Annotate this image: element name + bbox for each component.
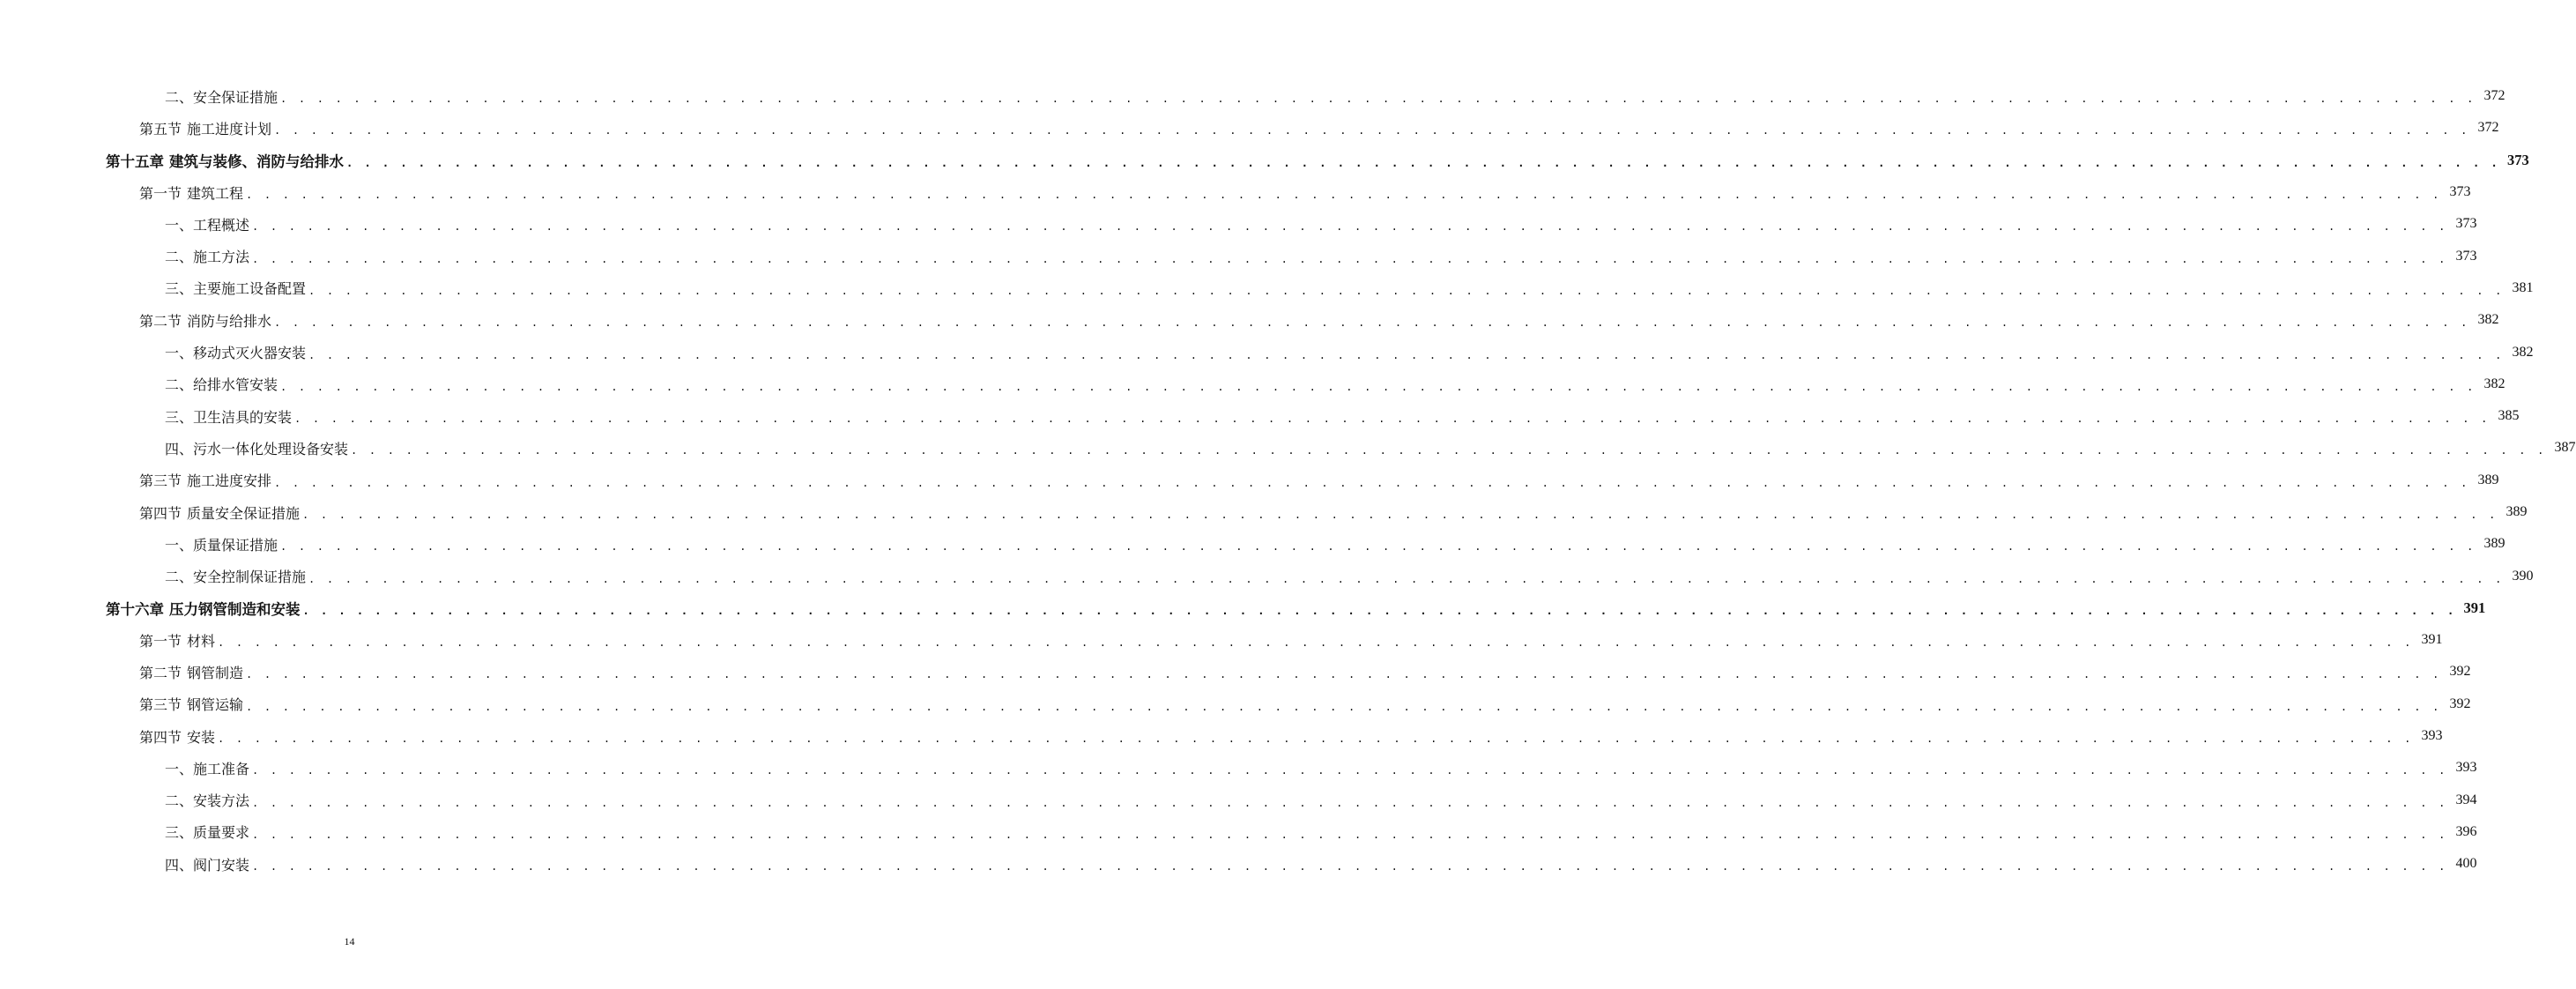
toc-entry-label — [165, 374, 278, 394]
toc-dot-leader: . . . . . . . . . . . . . . . . . . . . . . . . . . . . . . . . . . . . . . . . . . . . . . . . . . . . . . . . . . . . . . . . . . . . . . . . . . . . . . . . . . . . . . . . . . . . . . . . . . . . . . . . . . . . . . . . . . . . . . . . — [346, 156, 2500, 169]
toc-entry-title: 质量安全保证措施 — [187, 504, 301, 522]
toc-entry-page: 391 — [2421, 632, 2443, 648]
toc-entry-page: 391 — [2463, 599, 2486, 616]
toc-entry-label — [165, 854, 249, 874]
toc-entry-page: 373 — [2455, 248, 2477, 264]
toc-dot-leader: . . . . . . . . . . . . . . . . . . . . . . . . . . . . . . . . . . . . . . . . . . . . . . . . . . . . . . . . . . . . . . . . . . . . . . . . . . . . . . . . . . . . . . . . . . . . . . . . . . . . . . . . . . . . . . . . . . . . . . . . — [308, 572, 2505, 585]
toc-entry-number: 第一节 — [139, 632, 182, 650]
toc-subsection-entry[interactable] — [0, 816, 2477, 848]
toc-entry-page: 373 — [2455, 216, 2477, 232]
toc-entry-page: 373 — [2449, 184, 2471, 200]
toc-chapter-entry[interactable] — [0, 145, 2529, 176]
toc-entry-label — [165, 566, 306, 586]
toc-section-entry[interactable] — [0, 720, 2443, 752]
toc-entry-title: 施工方法 — [193, 249, 250, 266]
toc-entry-number: 二、 — [165, 249, 194, 266]
toc-entry-number: 四、 — [165, 856, 194, 874]
toc-entry-number: 二、 — [165, 569, 194, 586]
page-number: 14 — [344, 935, 355, 948]
toc-entry-title: 主要施工设备配置 — [193, 280, 307, 298]
toc-entry-number: 第十五章 — [106, 152, 164, 170]
toc-subsection-entry[interactable] — [0, 400, 2520, 432]
toc-entry-page: 385 — [2498, 408, 2520, 424]
toc-subsection-entry[interactable] — [0, 208, 2477, 240]
toc-entry-number: 第一节 — [139, 184, 182, 202]
toc-entry-label — [165, 822, 249, 842]
toc-section-entry[interactable] — [0, 688, 2471, 720]
toc-entry-title: 污水一体化处理设备安装 — [193, 440, 349, 457]
toc-entry-label — [165, 214, 249, 234]
toc-entry-page: 393 — [2421, 728, 2443, 744]
toc-entry-number: 二、 — [165, 792, 194, 810]
toc-entry-number: 第五节 — [139, 120, 182, 138]
toc-subsection-entry[interactable] — [0, 528, 2505, 560]
toc-dot-leader: . . . . . . . . . . . . . . . . . . . . . . . . . . . . . . . . . . . . . . . . . . . . . . . . . . . . . . . . . . . . . . . . . . . . . . . . . . . . . . . . . . . . . . . . . . . . . . . . . . . . . . . . . . . . . . . . . . . . . . . . — [274, 124, 2470, 138]
toc-entry-title: 钢管运输 — [187, 696, 244, 714]
toc-dot-leader: . . . . . . . . . . . . . . . . . . . . . . . . . . . . . . . . . . . . . . . . . . . . . . . . . . . . . . . . . . . . . . . . . . . . . . . . . . . . . . . . . . . . . . . . . . . . . . . . . . . . . . . . . . . . . . . . . . . . . . . . — [302, 509, 2498, 521]
toc-entry-label — [165, 438, 348, 458]
toc-entry-number: 第十六章 — [106, 600, 164, 618]
toc-entry-number: 三、 — [165, 824, 194, 842]
toc-entry-page: 382 — [2483, 376, 2505, 391]
toc-dot-leader: . . . . . . . . . . . . . . . . . . . . . . . . . . . . . . . . . . . . . . . . . . . . . . . . . . . . . . . . . . . . . . . . . . . . . . . . . . . . . . . . . . . . . . . . . . . . . . . . . . . . . . . . . . . . . . . . . . . . . . . . — [280, 93, 2476, 106]
toc-entry-label — [139, 630, 215, 651]
toc-entry-title: 给排水管安装 — [193, 376, 278, 394]
toc-entry-page: 389 — [2505, 504, 2528, 519]
toc-entry-page: 400 — [2455, 856, 2477, 872]
toc-entry-number: 三、 — [165, 280, 194, 298]
toc-entry-page: 382 — [2477, 312, 2499, 328]
toc-entry-label — [106, 598, 301, 619]
toc-dot-leader: . . . . . . . . . . . . . . . . . . . . . . . . . . . . . . . . . . . . . . . . . . . . . . . . . . . . . . . . . . . . . . . . . . . . . . . . . . . . . . . . . . . . . . . . . . . . . . . . . . . . . . . . . . . . . . . . . . . . . . . . — [280, 380, 2476, 393]
toc-entry-title: 卫生洁具的安装 — [193, 408, 293, 426]
toc-entry-label — [165, 790, 249, 810]
toc-dot-leader: . . . . . . . . . . . . . . . . . . . . . . . . . . . . . . . . . . . . . . . . . . . . . . . . . . . . . . . . . . . . . . . . . . . . . . . . . . . . . . . . . . . . . . . . . . . . . . . . . . . . . . . . . . . . . . . . . . . . . . . . — [252, 764, 2448, 777]
toc-entry-number: 二、 — [165, 376, 194, 394]
toc-subsection-entry[interactable] — [0, 848, 2477, 880]
toc-entry-title: 工程概述 — [193, 216, 250, 234]
toc-dot-leader: . . . . . . . . . . . . . . . . . . . . . . . . . . . . . . . . . . . . . . . . . . . . . . . . . . . . . . . . . . . . . . . . . . . . . . . . . . . . . . . . . . . . . . . . . . . . . . . . . . . . . . . . . . . . . . . . . . . . . . . . — [308, 348, 2505, 361]
toc-subsection-entry[interactable] — [0, 560, 2534, 591]
toc-entry-label — [139, 182, 243, 203]
toc-subsection-entry[interactable] — [0, 80, 2505, 112]
toc-entry-number: 第二节 — [139, 664, 182, 681]
toc-entry-label — [139, 502, 300, 523]
toc-dot-leader: . . . . . . . . . . . . . . . . . . . . . . . . . . . . . . . . . . . . . . . . . . . . . . . . . . . . . . . . . . . . . . . . . . . . . . . . . . . . . . . . . . . . . . . . . . . . . . . . . . . . . . . . . . . . . . . . . . . . . . . . — [252, 828, 2448, 841]
toc-dot-leader: . . . . . . . . . . . . . . . . . . . . . . . . . . . . . . . . . . . . . . . . . . . . . . . . . . . . . . . . . . . . . . . . . . . . . . . . . . . . . . . . . . . . . . . . . . . . . . . . . . . . . . . . . . . . . . . . . . . . . . . . — [302, 604, 2457, 617]
toc-subsection-entry[interactable] — [0, 240, 2477, 271]
table-of-contents — [0, 80, 2576, 880]
toc-entry-label — [139, 726, 215, 747]
toc-entry-title: 移动式灭火器安装 — [193, 345, 307, 362]
toc-dot-leader: . . . . . . . . . . . . . . . . . . . . . . . . . . . . . . . . . . . . . . . . . . . . . . . . . . . . . . . . . . . . . . . . . . . . . . . . . . . . . . . . . . . . . . . . . . . . . . . . . . . . . . . . . . . . . . . . . . . . . . . . — [252, 796, 2448, 809]
toc-entry-page: 393 — [2455, 760, 2477, 776]
toc-entry-number: 二、 — [165, 88, 194, 106]
toc-entry-number: 第三节 — [139, 472, 182, 490]
toc-entry-title: 建筑工程 — [187, 184, 244, 202]
toc-entry-page: 381 — [2512, 279, 2534, 295]
toc-entry-page: 396 — [2455, 823, 2477, 839]
toc-entry-title: 安全保证措施 — [193, 88, 278, 106]
toc-entry-label — [165, 406, 292, 427]
toc-entry-number: 第四节 — [139, 728, 182, 746]
toc-dot-leader: . . . . . . . . . . . . . . . . . . . . . . . . . . . . . . . . . . . . . . . . . . . . . . . . . . . . . . . . . . . . . . . . . . . . . . . . . . . . . . . . . . . . . . . . . . . . . . . . . . . . . . . . . . . . . . . . . . . . . . . . — [252, 220, 2448, 234]
toc-dot-leader: . . . . . . . . . . . . . . . . . . . . . . . . . . . . . . . . . . . . . . . . . . . . . . . . . . . . . . . . . . . . . . . . . . . . . . . . . . . . . . . . . . . . . . . . . . . . . . . . . . . . . . . . . . . . . . . . . . . . . . . . — [294, 413, 2491, 426]
toc-entry-label — [139, 118, 271, 138]
toc-entry-page: 392 — [2449, 695, 2471, 711]
toc-entry-number: 一、 — [165, 345, 194, 362]
toc-entry-page: 389 — [2477, 472, 2499, 487]
toc-dot-leader: . . . . . . . . . . . . . . . . . . . . . . . . . . . . . . . . . . . . . . . . . . . . . . . . . . . . . . . . . . . . . . . . . . . . . . . . . . . . . . . . . . . . . . . . . . . . . . . . . . . . . . . . . . . . . . . . . . . . . . . . — [274, 476, 2470, 489]
toc-entry-number: 一、 — [165, 216, 194, 234]
toc-entry-page: 372 — [2477, 120, 2499, 136]
toc-dot-leader: . . . . . . . . . . . . . . . . . . . . . . . . . . . . . . . . . . . . . . . . . . . . . . . . . . . . . . . . . . . . . . . . . . . . . . . . . . . . . . . . . . . . . . . . . . . . . . . . . . . . . . . . . . . . . . . . . . . . . . . . — [280, 540, 2476, 554]
toc-dot-leader: . . . . . . . . . . . . . . . . . . . . . . . . . . . . . . . . . . . . . . . . . . . . . . . . . . . . . . . . . . . . . . . . . . . . . . . . . . . . . . . . . . . . . . . . . . . . . . . . . . . . . . . . . . . . . . . . . . . . . . . . — [246, 189, 2442, 202]
toc-section-entry[interactable] — [0, 624, 2443, 656]
toc-dot-leader: . . . . . . . . . . . . . . . . . . . . . . . . . . . . . . . . . . . . . . . . . . . . . . . . . . . . . . . . . . . . . . . . . . . . . . . . . . . . . . . . . . . . . . . . . . . . . . . . . . . . . . . . . . . . . . . . . . . . . . . . — [218, 732, 2414, 746]
toc-dot-leader: . . . . . . . . . . . . . . . . . . . . . . . . . . . . . . . . . . . . . . . . . . . . . . . . . . . . . . . . . . . . . . . . . . . . . . . . . . . . . . . . . . . . . . . . . . . . . . . . . . . . . . . . . . . . . . . . . . . . . . . . — [308, 284, 2505, 297]
toc-entry-title: 质量要求 — [193, 824, 250, 842]
toc-section-entry[interactable] — [0, 496, 2528, 528]
toc-subsection-entry[interactable] — [0, 368, 2505, 400]
toc-entry-number: 四、 — [165, 440, 194, 457]
toc-entry-label — [139, 694, 243, 714]
toc-dot-leader: . . . . . . . . . . . . . . . . . . . . . . . . . . . . . . . . . . . . . . . . . . . . . . . . . . . . . . . . . . . . . . . . . . . . . . . . . . . . . . . . . . . . . . . . . . . . . . . . . . . . . . . . . . . . . . . . . . . . . . . . — [246, 668, 2442, 681]
toc-entry-title: 施工准备 — [193, 760, 250, 777]
toc-entry-page: 372 — [2483, 88, 2505, 104]
toc-entry-label — [165, 86, 278, 107]
toc-chapter-entry[interactable] — [0, 592, 2486, 624]
toc-entry-title: 安全控制保证措施 — [193, 569, 307, 586]
toc-entry-page: 392 — [2449, 664, 2471, 680]
toc-entry-title: 施工进度计划 — [187, 120, 272, 138]
toc-entry-label — [165, 758, 249, 778]
toc-dot-leader: . . . . . . . . . . . . . . . . . . . . . . . . . . . . . . . . . . . . . . . . . . . . . . . . . . . . . . . . . . . . . . . . . . . . . . . . . . . . . . . . . . . . . . . . . . . . . . . . . . . . . . . . . . . . . . . . . . . . . . . . — [252, 860, 2448, 874]
toc-dot-leader: . . . . . . . . . . . . . . . . . . . . . . . . . . . . . . . . . . . . . . . . . . . . . . . . . . . . . . . . . . . . . . . . . . . . . . . . . . . . . . . . . . . . . . . . . . . . . . . . . . . . . . . . . . . . . . . . . . . . . . . . — [252, 252, 2448, 265]
toc-entry-page: 373 — [2506, 151, 2529, 168]
toc-entry-title: 阀门安装 — [193, 856, 250, 874]
toc-dot-leader: . . . . . . . . . . . . . . . . . . . . . . . . . . . . . . . . . . . . . . . . . . . . . . . . . . . . . . . . . . . . . . . . . . . . . . . . . . . . . . . . . . . . . . . . . . . . . . . . . . . . . . . . . . . . . . . . . . . . . . . . — [218, 636, 2414, 650]
toc-entry-label — [165, 278, 306, 298]
toc-dot-leader: . . . . . . . . . . . . . . . . . . . . . . . . . . . . . . . . . . . . . . . . . . . . . . . . . . . . . . . . . . . . . . . . . . . . . . . . . . . . . . . . . . . . . . . . . . . . . . . . . . . . . . . . . . . . . . . . . . . . . . . . — [351, 444, 2547, 457]
toc-entry-title: 钢管制造 — [187, 664, 244, 681]
toc-entry-title: 安装 — [187, 728, 216, 746]
toc-subsection-entry[interactable] — [0, 272, 2534, 304]
toc-section-entry[interactable] — [0, 465, 2499, 496]
toc-entry-label — [165, 246, 249, 266]
toc-entry-label — [139, 662, 243, 682]
toc-entry-page: 394 — [2455, 792, 2477, 807]
toc-subsection-entry[interactable] — [0, 785, 2477, 816]
toc-section-entry[interactable] — [0, 112, 2499, 144]
toc-entry-label — [165, 342, 306, 362]
toc-entry-number: 第二节 — [139, 312, 182, 330]
toc-entry-number: 第三节 — [139, 696, 182, 714]
toc-entry-title: 施工进度安排 — [187, 472, 272, 490]
toc-entry-title: 安装方法 — [193, 792, 250, 810]
toc-entry-label — [106, 150, 344, 171]
toc-entry-title: 压力钢管制造和安装 — [169, 600, 301, 618]
toc-section-entry[interactable] — [0, 304, 2499, 336]
toc-dot-leader: . . . . . . . . . . . . . . . . . . . . . . . . . . . . . . . . . . . . . . . . . . . . . . . . . . . . . . . . . . . . . . . . . . . . . . . . . . . . . . . . . . . . . . . . . . . . . . . . . . . . . . . . . . . . . . . . . . . . . . . . — [274, 316, 2470, 330]
toc-entry-page: 390 — [2512, 568, 2534, 584]
toc-subsection-entry[interactable] — [0, 752, 2477, 784]
toc-entry-page: 387 — [2554, 440, 2576, 456]
toc-entry-number: 一、 — [165, 760, 194, 777]
toc-section-entry[interactable] — [0, 656, 2471, 688]
toc-entry-label — [139, 310, 271, 331]
toc-entry-number: 第四节 — [139, 504, 182, 522]
toc-entry-title: 建筑与装修、消防与给排水 — [169, 152, 344, 170]
toc-entry-label — [139, 470, 271, 490]
toc-section-entry[interactable] — [0, 176, 2471, 208]
toc-entry-page: 382 — [2512, 344, 2534, 360]
toc-entry-page: 389 — [2483, 536, 2505, 552]
toc-dot-leader: . . . . . . . . . . . . . . . . . . . . . . . . . . . . . . . . . . . . . . . . . . . . . . . . . . . . . . . . . . . . . . . . . . . . . . . . . . . . . . . . . . . . . . . . . . . . . . . . . . . . . . . . . . . . . . . . . . . . . . . . — [246, 700, 2442, 713]
toc-entry-label — [165, 534, 278, 554]
toc-entry-number: 一、 — [165, 536, 194, 554]
toc-entry-title: 消防与给排水 — [187, 312, 272, 330]
toc-entry-number: 三、 — [165, 408, 194, 426]
toc-subsection-entry[interactable] — [0, 432, 2576, 464]
toc-entry-title: 质量保证措施 — [193, 536, 278, 554]
toc-entry-title: 材料 — [187, 632, 216, 650]
toc-subsection-entry[interactable] — [0, 336, 2534, 368]
